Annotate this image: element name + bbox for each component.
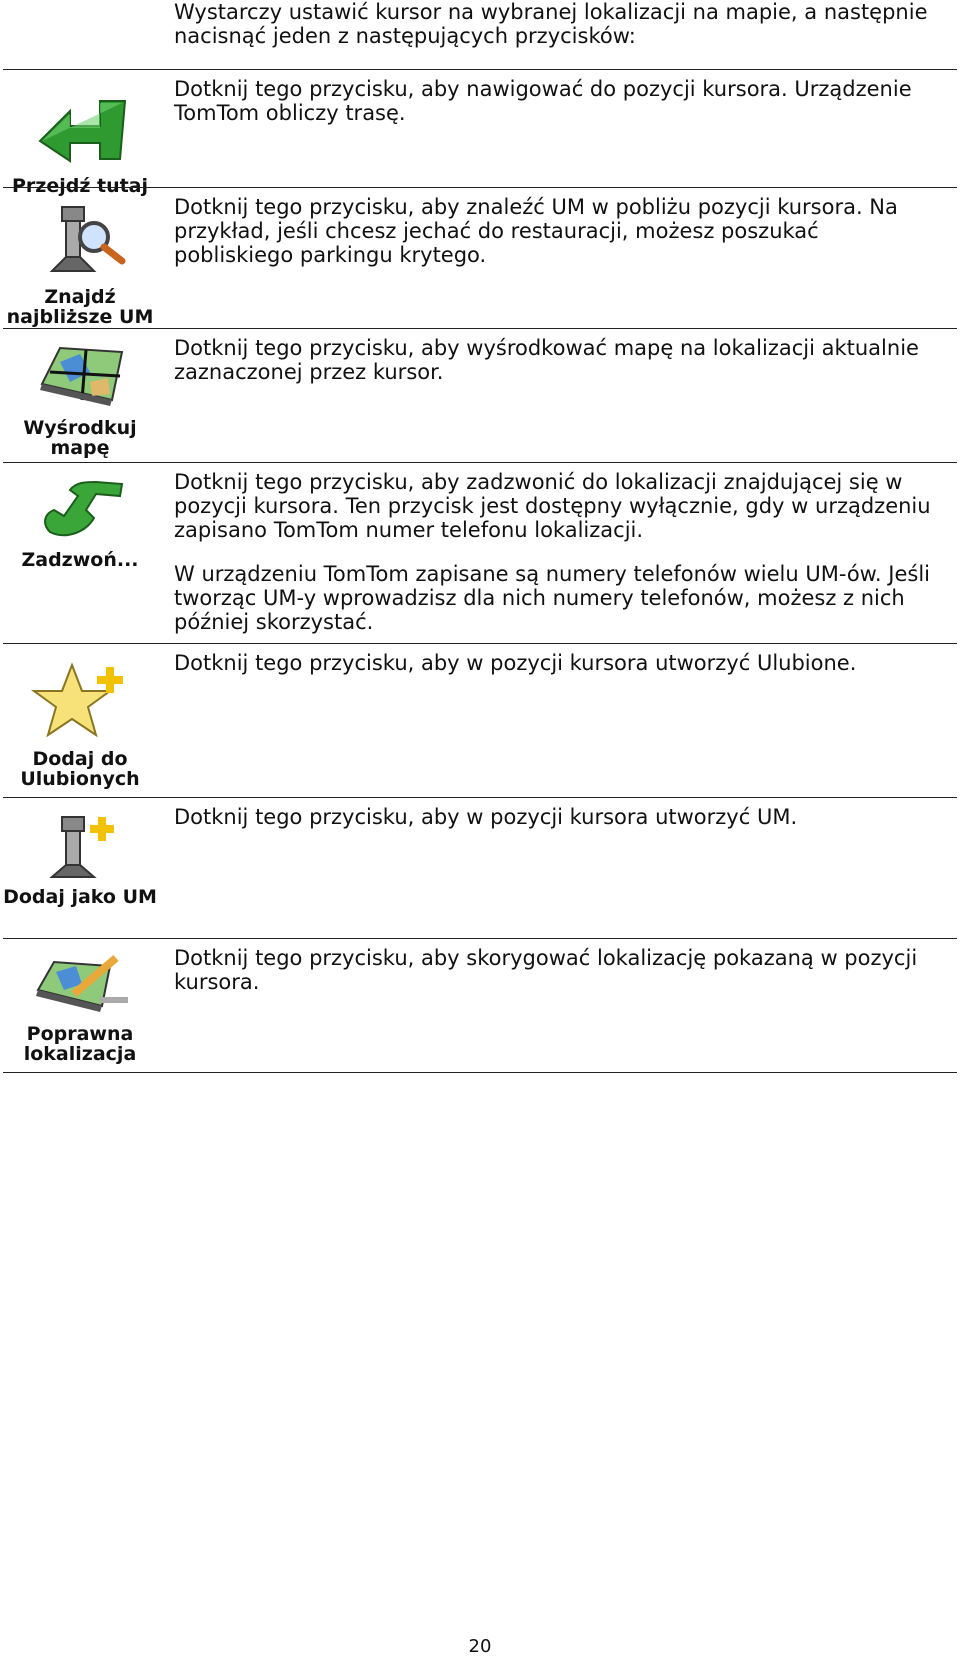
dodaj-do-ulubionych-button[interactable] [3, 659, 157, 789]
poi-plus-icon [30, 813, 130, 881]
phone-handset-icon [30, 480, 130, 544]
przejdz-tutaj-button[interactable] [3, 81, 157, 196]
button-label: Poprawna lokalizacja [23, 1023, 137, 1065]
row-dodaj-jako-um [3, 797, 957, 938]
row-poprawna-lokalizacja [3, 938, 957, 1072]
description-paragraph: Dotknij tego przycisku, aby nawigować do pozycji kursora. Urządzenie TomTom obliczy trasę. [174, 77, 912, 125]
row-divider [3, 797, 957, 798]
row-divider [3, 938, 957, 939]
button-label: Dodaj jako UM [3, 886, 157, 908]
button-label: Dodaj do Ulubionych [20, 748, 140, 790]
dodaj-jako-um-button[interactable] [3, 813, 157, 907]
page-number: 20 [468, 1636, 492, 1657]
row-description [174, 805, 934, 849]
button-label: Przejdź tutaj [11, 175, 149, 197]
description-paragraph: Dotknij tego przycisku, aby w pozycji kursora utworzyć UM. [174, 805, 798, 829]
row-dodaj-do-ulubionych [3, 643, 957, 797]
navigate-arrow-icon [30, 81, 130, 181]
poi-magnifier-icon [30, 199, 130, 277]
row-divider [3, 462, 957, 463]
wysrodkuj-mape-button[interactable] [3, 342, 157, 458]
star-plus-icon [30, 659, 130, 739]
znajdz-najblizsze-um-button[interactable] [3, 199, 157, 327]
row-description [174, 336, 934, 404]
row-znajdz-najblizsze [3, 187, 957, 328]
description-paragraph: Dotknij tego przycisku, aby w pozycji kursora utworzyć Ulubione. [174, 651, 857, 675]
description-paragraph: W urządzeniu TomTom zapisane są numery telefonów wielu UM-ów. Jeśli tworząc UM-y wprowadzisz dla nich numery telefonów, możesz z nich później skorzystać. [174, 562, 930, 634]
intro-text: Wystarczy ustawić kursor na wybranej lokalizacji na mapie, a następnie nacisnąć jeden z następujących przycisków: [174, 0, 928, 48]
button-label: Znajdź najbliższe UM [6, 286, 154, 328]
center-map-icon [30, 342, 130, 408]
row-divider [3, 187, 957, 188]
row-description [174, 77, 934, 145]
row-divider [3, 69, 957, 70]
description-paragraph: Dotknij tego przycisku, aby wyśrodkować mapę na lokalizacji aktualnie zaznaczonej przez kursor. [174, 336, 919, 384]
description-paragraph: Dotknij tego przycisku, aby skorygować lokalizację pokazaną w pozycji kursora. [174, 946, 918, 994]
button-label: Wyśrodkuj mapę [23, 417, 137, 459]
button-label: Zadzwoń... [21, 549, 139, 571]
row-description [174, 946, 934, 1014]
zadzwon-button[interactable] [3, 480, 157, 570]
map-pencil-icon [30, 954, 130, 1014]
description-paragraph: Dotknij tego przycisku, aby znaleźć UM w pobliżu pozycji kursora. Na przykład, jeśli chcesz jechać do restauracji, możesz poszukać pobliskiego parkingu krytego. [174, 195, 898, 267]
description-paragraph: Dotknij tego przycisku, aby zadzwonić do lokalizacji znajdującej się w pozycji kursora. Ten przycisk jest dostępny wyłącznie, gdy w urządzeniu zapisano TomTom numer telefonu lokalizacji. [174, 470, 931, 542]
row-zadzwon [3, 462, 957, 643]
poprawna-lokalizacja-button[interactable] [3, 954, 157, 1064]
row-description [174, 195, 934, 287]
row-description [174, 651, 934, 695]
row-divider [3, 328, 957, 329]
row-wysrodkuj-mape [3, 328, 957, 462]
row-description [174, 470, 934, 654]
row-divider [3, 643, 957, 644]
row-przejdz-tutaj [3, 69, 957, 197]
